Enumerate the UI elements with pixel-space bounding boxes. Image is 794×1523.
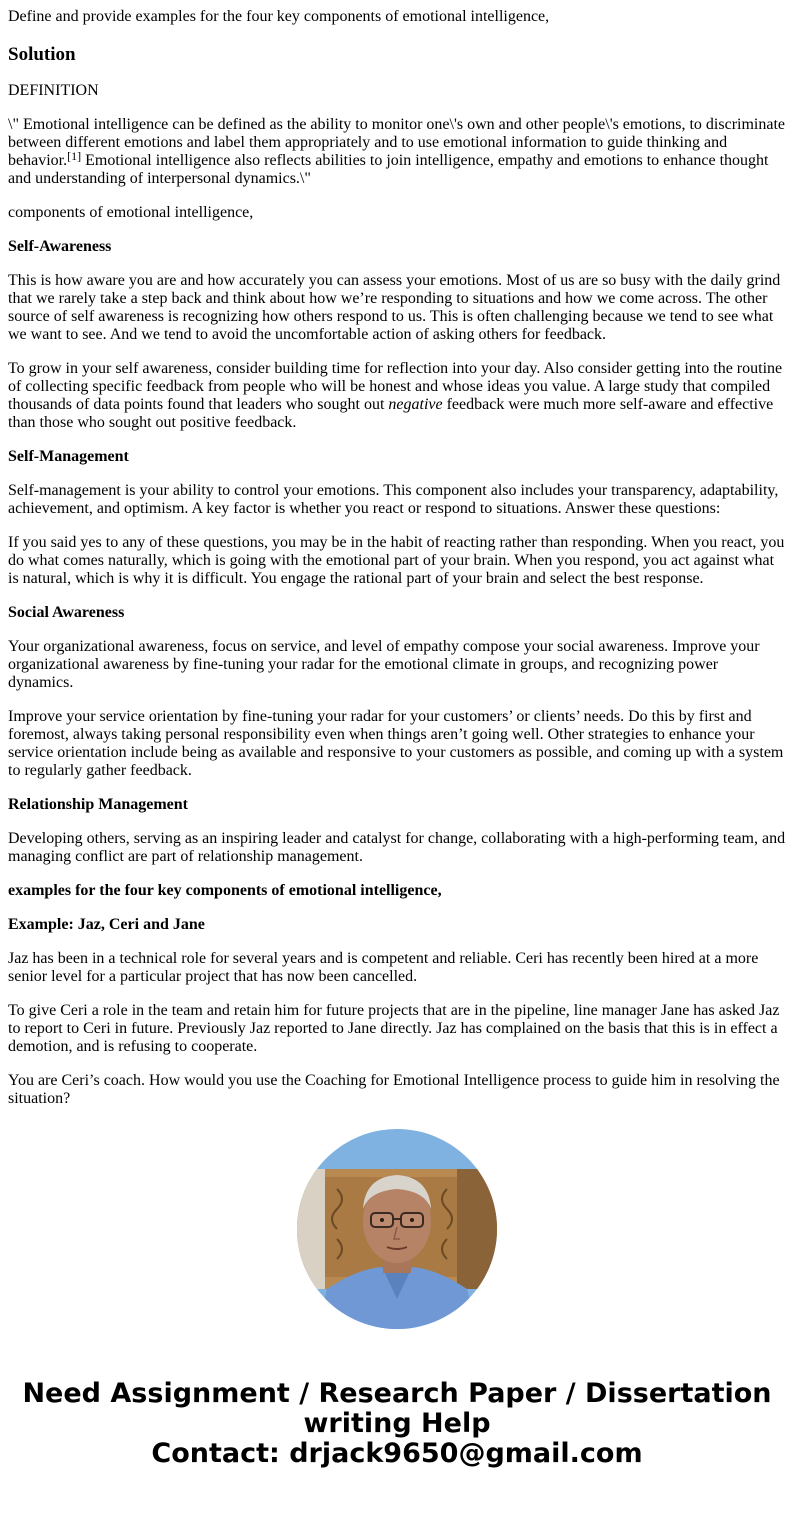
example-heading: Example: Jaz, Ceri and Jane bbox=[8, 916, 205, 933]
self-awareness-paragraph-1: This is how aware you are and how accurately you can assess your emotions. Most of us are so busy with the daily grind that we rarely take a step back and think about how we’re responding to situations and how we come across. The other source of self awareness is recognizing how others respond to us. This is often challenging because we tend to see what we want to see. And we tend to avoid the uncomfortable action of asking others for feedback. bbox=[8, 272, 781, 343]
author-portrait-image bbox=[297, 1129, 497, 1329]
definition-label: DEFINITION bbox=[8, 82, 99, 99]
promo-line-2: writing Help bbox=[303, 1408, 491, 1439]
self-awareness-heading: Self-Awareness bbox=[8, 238, 112, 255]
relationship-management-paragraph-1: Developing others, serving as an inspiring leader and catalyst for change, collaborating with a high-performing team, and managing conflict are part of relationship management. bbox=[8, 830, 786, 865]
examples-heading: examples for the four key components of emotional intelligence, bbox=[8, 882, 442, 899]
solution-heading: Solution bbox=[8, 44, 76, 65]
definition-paragraph bbox=[8, 116, 786, 188]
social-awareness-heading: Social Awareness bbox=[8, 604, 125, 621]
definition-text-part1: \" Emotional intelligence can be defined as the ability to monitor one\'s own and other people\'s emotions, to discriminate between different emotions and label them appropriately and to use emotional information to guide thinking and behavior. bbox=[8, 116, 785, 169]
social-awareness-paragraph-1: Your organizational awareness, focus on service, and level of empathy compose your social awareness. Improve your organizational awareness by fine-tuning your radar for the emotional climate in groups, and recognizing power dynamics. bbox=[8, 638, 760, 691]
promo-contact[interactable]: Contact: drjack9650@gmail.com bbox=[151, 1438, 643, 1469]
self-management-paragraph-1: Self-management is your ability to control your emotions. This component also includes your transparency, adaptability, achievement, and optimism. A key factor is whether you react or respond to situations. Answer these questions: bbox=[8, 482, 779, 517]
self-awareness-p2-before: To grow in your self awareness, consider building time for reflection into your day. Also consider getting into the routine of collecting specific feedback from people who will be honest and whose ideas you value. A large study that compiled thousands of data points found that leaders who sought out bbox=[8, 360, 783, 413]
definition-text-part2: Emotional intelligence also reflects abilities to join intelligence, empathy and emotions to enhance thought and understanding of interpersonal dynamics.\" bbox=[8, 152, 769, 187]
promo-line-1: Need Assignment / Research Paper / Dissertation bbox=[22, 1378, 772, 1409]
question-text: Define and provide examples for the four key components of emotional intelligence, bbox=[8, 8, 550, 25]
relationship-management-heading: Relationship Management bbox=[8, 796, 188, 813]
self-management-paragraph-2: If you said yes to any of these questions, you may be in the habit of reacting rather than responding. When you react, you do what comes naturally, which is going with the emotional part of your brain. When you respond, you act against what is natural, which is why it is difficult. You engage the rational part of your brain and select the best response. bbox=[8, 534, 785, 587]
example-paragraph-1: Jaz has been in a technical role for several years and is competent and reliable. Ceri has recently been hired at a more senior level for a particular project that has now been cancelled. bbox=[8, 950, 759, 985]
promo-banner bbox=[8, 1379, 786, 1469]
example-paragraph-3: You are Ceri’s coach. How would you use the Coaching for Emotional Intelligence process to guide him in resolving the situation? bbox=[8, 1072, 780, 1107]
example-paragraph-2: To give Ceri a role in the team and retain him for future projects that are in the pipeline, line manager Jane has asked Jaz to report to Ceri in future. Previously Jaz reported to Jane directly. Jaz has complained on the basis that this is in effect a demotion, and is refusing to cooperate. bbox=[8, 1002, 780, 1055]
social-awareness-paragraph-2: Improve your service orientation by fine-tuning your radar for your customers’ or clients’ needs. Do this by first and foremost, always taking personal responsibility even when things aren’t going well. Other strategies to enhance your service orientation include being as available and responsive to your customers as possible, and coming up with a system to regularly gather feedback. bbox=[8, 708, 784, 779]
author-avatar bbox=[297, 1129, 497, 1329]
self-awareness-p2-after: feedback were much more self-aware and effective than those who sought out positive feedback. bbox=[8, 396, 774, 431]
self-awareness-paragraph-2 bbox=[8, 360, 786, 432]
self-awareness-p2-italic: negative bbox=[388, 396, 443, 413]
components-intro: components of emotional intelligence, bbox=[8, 204, 254, 221]
citation-link[interactable]: [1] bbox=[67, 149, 82, 163]
self-management-heading: Self-Management bbox=[8, 448, 129, 465]
